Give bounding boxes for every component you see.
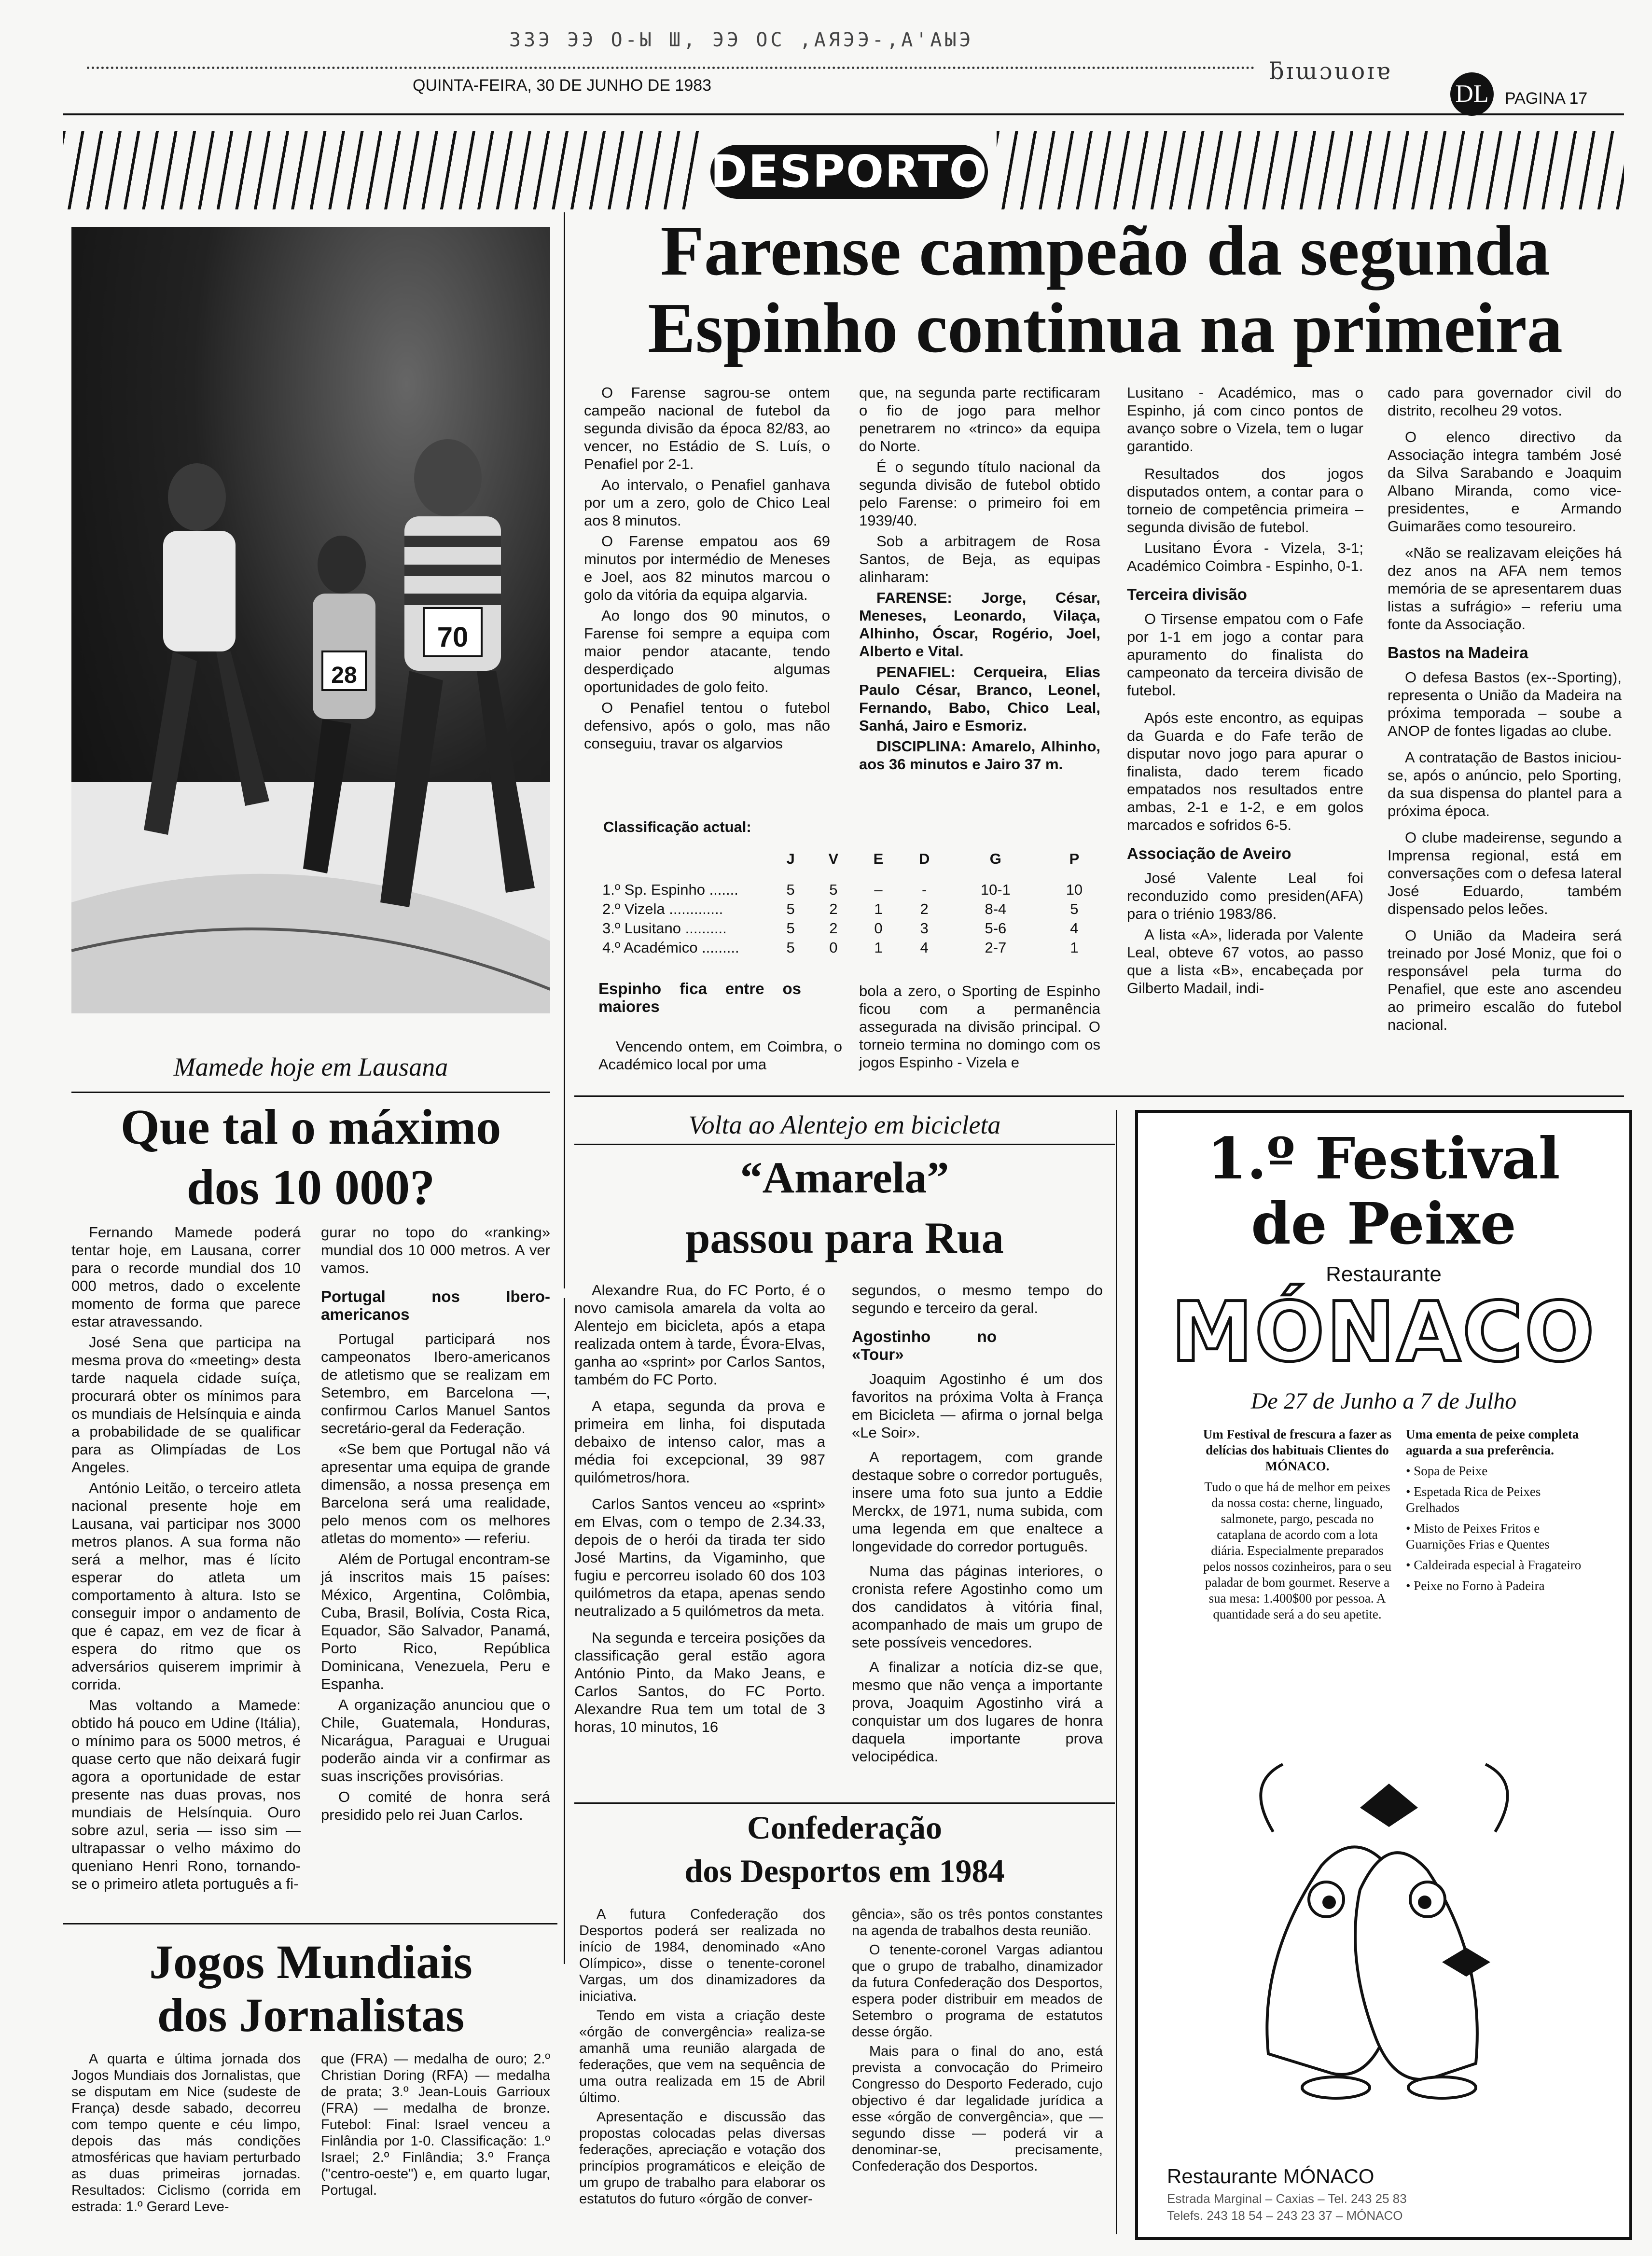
paragraph: Além de Portugal encontram-se já inscritos mais 15 países: México, Argentina, Colômbia, Cuba, Brasil, Bolívia, Costa Rica, Equador, São Salvador, Panamá, Porto Rico, República Dominicana, Venezuela, Peru e Espanha. <box>321 1550 550 1692</box>
espinho-col-right <box>859 982 1100 1074</box>
header-rule <box>63 113 1624 115</box>
main-headline-line-1: Farense campeão da segunda <box>660 211 1550 291</box>
paragraph: O Farense sagrou-se ontem campeão nacional de futebol da segunda divisão da época 82/83, ao vencer, no Estádio de S. Luís, o Penafiel por 2-1. <box>584 384 830 472</box>
kicker-rule <box>71 1092 550 1093</box>
subhead-terceira: Terceira divisão <box>1127 585 1247 603</box>
table-cell: 4.º Académico ......... <box>602 939 739 956</box>
alentejo-headline-line-2: passou para Rua <box>685 1213 1004 1262</box>
paragraph: Alexandre Rua, do FC Porto, é o novo camisola amarela da volta ao Alentejo em bicicleta, após a etapa realizada ontem à tarde, Évora-Elvas, ganha ao «sprint» por Carlos Santos, também do FC Porto. <box>574 1282 825 1388</box>
paragraph: José Valente Leal foi reconduzido como presiden(AFA) para o triénio 1983/86. <box>1127 870 1363 922</box>
table-cell: 4 <box>920 939 929 956</box>
ad-dates: De 27 de Junho a 7 de Julho <box>1250 1388 1517 1414</box>
paragraph: Lusitano - Académico, mas o Espinho, já com cinco pontos de avanço sobre o Vizela, tem o lugar garantido. <box>1127 384 1363 455</box>
discipline-note: DISCIPLINA: Amarelo, Alhinho, aos 36 minutos e Jairo 37 m. <box>859 738 1100 773</box>
main-story-col-4 <box>1388 384 1622 1037</box>
table-cell: 5 <box>786 900 795 917</box>
paragraph: O comité de honra será presidido pelo rei Juan Carlos. <box>321 1788 550 1823</box>
ad-restaurant-name: MÓNACO <box>1171 1285 1596 1380</box>
paragraph: A quarta e última jornada dos Jogos Mundiais dos Jornalistas, que se disputam em Nice (sudeste de França) desde sabado, decorreu com tempo quente e céu limpo, depois das más condições atmosféricas que haviam perturbado as duas primeiras jornadas. Resultados: Ciclismo (corrida em estrada: 1.º Gerard Leve- <box>71 2051 301 2214</box>
paragraph: bola a zero, o Sporting de Espinho ficou com a permanência assegurada na divisão principal. O torneio termina no domingo com os jogos Espinho - Vizela e <box>859 983 1100 1071</box>
runners-photo <box>71 227 550 1013</box>
ad-footer-name: Restaurante MÓNACO <box>1167 2165 1374 2187</box>
paragraph: O clube madeirense, segundo a Imprensa regional, está em conversações com o defesa lateral José Eduardo, também dispensado pelos leões. <box>1388 829 1622 917</box>
table-header: P <box>1069 850 1080 867</box>
paragraph: Carlos Santos venceu ao «sprint» em Elvas, com o tempo de 2.34.33, depois de o herói da tirada ter sido José Martins, da Vigaminho, que fugiu e percorreu isolado 60 dos 103 quilómetros da etapa, apenas sendo neutralizado a 5 quilómetros da meta. <box>574 1495 825 1619</box>
table-row <box>598 880 1105 900</box>
table-cell: 5 <box>829 881 838 898</box>
table-header: E <box>873 850 884 867</box>
paragraph: Apresentação e discussão das propostas colocadas pelas diversas federações, apreciação e votação dos princípios programáticos e eleição de um grupo de trabalho para elaborar os estatutos do futuro «órgão de conver- <box>579 2109 825 2207</box>
paragraph: Sob a arbitragem de Rosa Santos, de Beja, as equipas alinharam: <box>859 533 1100 585</box>
paragraph: A organização anunciou que o Chile, Guatemala, Honduras, Nicarágua, Paraguai e Uruguai poderão ainda vir a confirmar as suas inscrições provisórias. <box>321 1696 550 1785</box>
table-cell: 2 <box>829 900 838 917</box>
mamede-headline-line-1: Que tal o máximo <box>120 1099 501 1155</box>
paragraph: A contratação de Bastos iniciou-se, após o anúncio, pelo Sporting, da sua dispensa do plantel para a próxima época. <box>1388 749 1622 819</box>
table-cell: – <box>874 881 883 898</box>
kicker-rule <box>574 1144 1115 1145</box>
ad-right-heading: Uma ementa de peixe completa aguarda a sua preferência. <box>1406 1427 1579 1457</box>
table-cell: 1 <box>874 939 883 956</box>
table-cell: 10-1 <box>980 881 1011 898</box>
fish-couple-illustration <box>1215 1755 1553 2102</box>
table-cell: 4 <box>1070 920 1079 937</box>
table-cell: 5 <box>786 881 795 898</box>
table-row <box>598 900 1105 919</box>
subhead-aveiro: Associação de Aveiro <box>1127 844 1291 862</box>
masthead-smudged-text: ЗЗЭ ЭЭ О-Ы Ш, ЭЭ ОС ,АЯЭЭ-,А'АЫЭ <box>509 29 974 51</box>
table-cell: 1 <box>874 900 883 917</box>
main-story-col-1 <box>584 384 830 755</box>
mamede-col-2 <box>321 1223 550 1827</box>
paragraph: A futura Confederação dos Desportos poderá ser realizada no início de 1984, denominado «Ano Olímpico», disse o tenente-coronel Vargas, um dos dinamizadores da iniciativa. <box>579 1907 825 2004</box>
page-number: PAGINA 17 <box>1505 89 1588 108</box>
table-header-row <box>598 849 1105 869</box>
table-header: D <box>918 850 930 867</box>
table-cell: 8-4 <box>985 900 1007 917</box>
table-cell: 2-7 <box>985 939 1007 956</box>
paragraph: O defesa Bastos (ex--Sporting), representa o União da Madeira na próxima temporada – soube a ANOP de fontes ligadas ao clube. <box>1388 669 1622 739</box>
paragraph: Fernando Mamede poderá tentar hoje, em Lausana, correr para o recorde mundial dos 10 000 metros, dado o excelente momento de forma que parece estar atravessando. <box>71 1224 301 1330</box>
paragraph: O Penafiel tentou o futebol defensivo, após o golo, mas não conseguiu, travar os algarvios <box>584 699 830 752</box>
classification-table <box>598 849 1105 957</box>
ad-left-column <box>1201 1426 1394 1622</box>
table-cell: 2 <box>829 920 838 937</box>
paragraph: gência», são os três pontos constantes na agenda de trabalhos desta reunião. <box>852 1907 1103 1938</box>
mamede-kicker: Mamede hoje em Lausana <box>173 1052 448 1081</box>
ad-menu-item: • Espetada Rica de Peixes Grelhados <box>1406 1484 1541 1515</box>
ad-title-line-1: 1.º Festival <box>1207 1125 1560 1192</box>
paragraph: Tendo em vista a criação deste «órgão de convergência» realiza-se amanhã uma reunião alargada de federações, que vem na sequência de uma outra realizada em 15 de Abril último. <box>579 2008 825 2105</box>
masthead-dotted-rule <box>87 67 1255 69</box>
jornalistas-col-1 <box>71 2051 301 2218</box>
paragraph: Na segunda e terceira posições da classificação geral estão agora António Pinto, da Mako Jeans, e Carlos Santos, do FC Porto. Alexandre Rua tem um total de 3 horas, 10 minutos, 16 <box>574 1629 825 1735</box>
paragraph: Numa das páginas interiores, o cronista refere Agostinho como um dos candidatos à vitória final, acompanhado de mais um grupo de sete possíveis vencedores. <box>852 1563 1103 1651</box>
column-rule <box>564 1298 565 1964</box>
table-header: G <box>989 850 1001 867</box>
main-story-col-3 <box>1127 384 1363 1000</box>
table-cell: 0 <box>874 920 883 937</box>
ad-right-column <box>1406 1426 1589 1594</box>
alentejo-headline-line-1: “Amarela” <box>740 1153 949 1202</box>
table-cell: 0 <box>829 939 838 956</box>
runners-photo-illustration <box>71 227 550 1013</box>
alentejo-kicker: Volta ao Alentejo em bicicleta <box>688 1110 1001 1139</box>
column-rule <box>564 212 565 1288</box>
paragraph: Ao intervalo, o Penafiel ganhava por um a zero, golo de Chico Leal aos 8 minutos. <box>584 476 830 529</box>
paragraph: Mas voltando a Mamede: obtido há pouco em Udine (Itália), o mínimo para os 5000 metros, é quase certo que não deixará fugir agora a oportunidade de estar presente nas duas provas, nos mundiais de Helsínquia. Ouro sobre azul, seria — isso sim — ultrapassar o velho máximo do queniano Henri Rono, tornando-se o primeiro atleta português a fi- <box>71 1697 301 1892</box>
paragraph: O Tirsense empatou com o Fafe por 1-1 em jogo a contar para apuramento do finalista do campeonato da terceira divisão de futebol. <box>1127 610 1363 699</box>
ad-menu-item: • Misto de Peixes Fritos e Guarnições Frias e Quentes <box>1406 1521 1550 1551</box>
lineup-penafiel: PENAFIEL: Cerqueira, Elias Paulo César, Branco, Leonel, Fernando, Babo, Chico Leal, Sanhá, Jairo e Esmoriz. <box>859 664 1100 734</box>
espinho-subhead: Espinho fica entre os maiores <box>598 980 801 1015</box>
table-cell: 5 <box>1070 900 1079 917</box>
ad-title-line-2: de Peixe <box>1251 1190 1516 1257</box>
subhead-bastos: Bastos na Madeira <box>1388 644 1528 662</box>
paragraph: O Farense empatou aos 69 minutos por intermédio de Meneses e Joel, aos 82 minutos marcou o golo da vitória da equipa algarvia. <box>584 533 830 603</box>
banner-hatch-left <box>63 131 700 209</box>
section-divider <box>63 1923 557 1924</box>
table-cell: - <box>922 881 927 898</box>
masthead-top-right: ƃɪɯɔuoɪɐ <box>1269 58 1392 85</box>
paragraph: Lusitano Évora - Vizela, 3-1; Académico Coimbra - Espinho, 0-1. <box>1127 540 1363 574</box>
ad-menu-item: • Sopa de Peixe <box>1406 1464 1488 1478</box>
jornalistas-col-2 <box>321 2051 550 2201</box>
paragraph: É o segundo título nacional da segunda divisão de futebol obtido pelo Farense: o primeiro foi em 1939/40. <box>859 458 1100 529</box>
main-story-col-2 <box>859 384 1100 776</box>
ad-menu-item: • Caldeirada especial à Fragateiro <box>1406 1558 1582 1572</box>
issue-date: QUINTA-FEIRA, 30 DE JUNHO DE 1983 <box>413 76 712 95</box>
table-cell: 5 <box>786 920 795 937</box>
section-divider <box>574 1095 1624 1097</box>
paragraph: gurar no topo do «ranking» mundial dos 10 000 metros. A ver vamos. <box>321 1224 550 1276</box>
paragraph: cado para governador civil do distrito, recolheu 29 votos. <box>1388 384 1622 419</box>
paragraph: Resultados dos jogos disputados ontem, a contar para o torneio de competência primeira – segunda divisão de futebol. <box>1127 465 1363 536</box>
table-cell: 5 <box>786 939 795 956</box>
svg-text:70: 70 <box>437 622 469 653</box>
paragraph: O tenente-coronel Vargas adiantou que o grupo de trabalho, dinamizador da futura Confederação dos Desportos, espera poder distribuir em meados de Setembro o programa de estatutos desse órgão. <box>852 1942 1103 2040</box>
svg-text:28: 28 <box>331 663 357 688</box>
mamede-headline-line-2: dos 10 000? <box>186 1160 435 1215</box>
ad-restaurant-label: Restaurante <box>1326 1262 1442 1286</box>
paragraph: Após este encontro, as equipas da Guarda e do Fafe terão de disputar novo jogo para apurar o finalista, dado terem ficado empatados nos resultados entre ambas, 2-1 e 1-2, e em golos marcados e sofridos 6-5. <box>1127 709 1363 833</box>
table-cell: 5-6 <box>985 920 1007 937</box>
main-headline-line-2: Espinho continua na primeira <box>648 289 1563 368</box>
newspaper-logo-icon: DL <box>1450 72 1494 116</box>
ad-left-body: Tudo o que há de melhor em peixes da nossa costa: cherne, linguado, salmonete, pargo, pescada no cataplana de acordo com a lota diária. Especialmente preparados pelos nossos cozinheiros, para o seu paladar de bom gourmet. Reserve a sua mesa: 1.400$00 por pessoa. A quantidade será a do seu apetite. <box>1203 1480 1391 1621</box>
table-row <box>598 919 1105 938</box>
confederacao-headline-line-1: Confederação <box>747 1809 943 1846</box>
ad-footer-line-1: Estrada Marginal – Caxias – Tel. 243 25 83 <box>1167 2191 1407 2206</box>
espinho-col-left <box>598 1038 842 1076</box>
table-title: Classificação actual: <box>603 818 751 835</box>
table-header: J <box>786 850 795 867</box>
paragraph: que, na segunda parte rectificaram o fio de jogo para melhor penetrarem no «trinco» da equipa do Norte. <box>859 384 1100 455</box>
subhead-ibero: Portugal nos Ibero-americanos <box>321 1287 550 1323</box>
table-cell: 1 <box>1070 939 1079 956</box>
subhead-agostinho: Agostinho no «Tour» <box>852 1328 997 1363</box>
confederacao-col-2 <box>852 1906 1103 2177</box>
paragraph: Vencendo ontem, em Coimbra, o Académico local por uma <box>598 1038 842 1073</box>
paragraph: segundos, o mesmo tempo do segundo e terceiro da geral. <box>852 1282 1103 1316</box>
table-cell: 10 <box>1066 881 1083 898</box>
paragraph: que (FRA) — medalha de ouro; 2.º Christian Doring (RFA) — medalha de prata; 3.º Jean-Louis Garrioux (FRA) — medalha de bronze. Futebol: Final: Israel venceu a Finlândia por 1-0. Classificação: 1.º Israel; 2.º Finlândia; 3.º França ("centro-oeste") e, em quarto lugar, Portugal. <box>321 2051 550 2198</box>
alentejo-col-1 <box>574 1281 825 1739</box>
paragraph: A finalizar a notícia diz-se que, mesmo que não vença a importante prova, Joaquim Agostinho virá a conquistar um dos lugares de honra daquela importante prova velocipédica. <box>852 1659 1103 1765</box>
table-row <box>598 938 1105 957</box>
table-header: V <box>828 850 839 867</box>
jornalistas-headline-line-1: Jogos Mundiais <box>149 1935 472 1989</box>
paragraph: Joaquim Agostinho é um dos favoritos na próxima Volta à França em Bicicleta — afirma o jornal belga «Le Soir». <box>852 1370 1103 1441</box>
paragraph: Mais para o final do ano, está prevista a convocação do Primeiro Congresso do Desporto Federado, cujo objectivo é dar legalidade jurídica a esse «órgão de convergência», que — segundo disse — poderá vir a denominar-se, precisamente, Confederação dos Desportos. <box>852 2044 1103 2174</box>
ad-menu-item: • Peixe no Forno à Padeira <box>1406 1578 1545 1593</box>
jornalistas-headline-line-2: dos Jornalistas <box>157 1988 465 2042</box>
table-cell: 2 <box>920 900 929 917</box>
section-divider <box>574 1802 1115 1804</box>
paragraph: A etapa, segunda da prova e primeira em linha, foi disputada debaixo de intenso calor, mas a média foi excepcional, 39 987 quilómetros/hora. <box>574 1398 825 1486</box>
confederacao-col-1 <box>579 1906 825 2210</box>
column-rule <box>1116 1110 1117 2234</box>
paragraph: José Sena que participa na mesma prova do «meeting» desta tarde naquela cidade suíça, procurará obter os mínimos para os mundiais de Helsínquia e ainda a probabilidade de se qualificar para as Olimpíadas de Los Angeles. <box>71 1334 301 1476</box>
lineup-farense: FARENSE: Jorge, César, Meneses, Leonardo, Vilaça, Alhinho, Óscar, Rogério, Joel, Alberto e Vital. <box>859 589 1100 660</box>
ad-footer-line-2: Telefs. 243 18 54 – 243 23 37 – MÓNACO <box>1167 2208 1403 2223</box>
alentejo-col-2 <box>852 1281 1103 1768</box>
paragraph: Portugal participará nos campeonatos Ibero-americanos de atletismo que se realizam em Setembro, em Barcelona —, confirmou Carlos Manuel Santos secretário-geral da Federação. <box>321 1330 550 1437</box>
table-cell: 3 <box>920 920 929 937</box>
ad-left-heading: Um Festival de frescura a fazer as delícias dos habituais Clientes do MÓNACO. <box>1203 1427 1392 1473</box>
paragraph: A lista «A», liderada por Valente Leal, obteve 67 votos, ao passo que a lista «B», encabeçada por Gilberto Madail, indi- <box>1127 926 1363 997</box>
paragraph: António Leitão, o terceiro atleta nacional presente hoje em Lausana, vai participar nos 3000 metros planos. A sua forma não será a melhor, mas é lícito esperar do atleta um comportamento à altura. Isto se conseguir impor o andamento de que é capaz, em vez de ficar à espera do ritmo que os adversários quiserem imprimir à corrida. <box>71 1480 301 1693</box>
paragraph: O União da Madeira será treinado por José Moniz, que foi o responsável pela turma do Penafiel, que este ano ascendeu ao primeiro escalão do futebol nacional. <box>1388 927 1622 1033</box>
paragraph: A reportagem, com grande destaque sobre o corredor português, insere uma foto sua junto a Eddie Merckx, de 1971, numa subida, com uma legenda em que enaltece a longevidade do corredor português. <box>852 1449 1103 1555</box>
section-title: DESPORTO <box>710 145 988 199</box>
confederacao-headline-line-2: dos Desportos em 1984 <box>684 1853 1005 1889</box>
table-cell: 1.º Sp. Espinho ....... <box>602 881 738 898</box>
table-cell: 2.º Vizela ............. <box>602 900 723 917</box>
table-cell: 3.º Lusitano .......... <box>602 920 727 937</box>
paragraph: Ao longo dos 90 minutos, o Farense foi sempre a equipa com maior pendor atacante, tendo desperdiçado algumas oportunidades de golo feito. <box>584 607 830 695</box>
paragraph: «Não se realizavam eleições há dez anos na AFA nem temos memória de se apresentarem duas listas a sufrágio» – referiu uma fonte da Associação. <box>1388 544 1622 633</box>
banner-hatch-right <box>997 131 1624 209</box>
restaurant-advertisement <box>1135 1110 1632 2240</box>
paragraph: «Se bem que Portugal não vá apresentar uma equipa de grande dimensão, a nossa presença em Barcelona será uma realidade, pelo menos com os melhores atletas do momento» — referiu. <box>321 1440 550 1547</box>
mamede-col-1 <box>71 1223 301 1896</box>
paragraph: O elenco directivo da Associação integra também José da Silva Sarabando e Joaquim Albano Miranda, como vice-presidentes, e Armando Guimarães como tesoureiro. <box>1388 429 1622 535</box>
